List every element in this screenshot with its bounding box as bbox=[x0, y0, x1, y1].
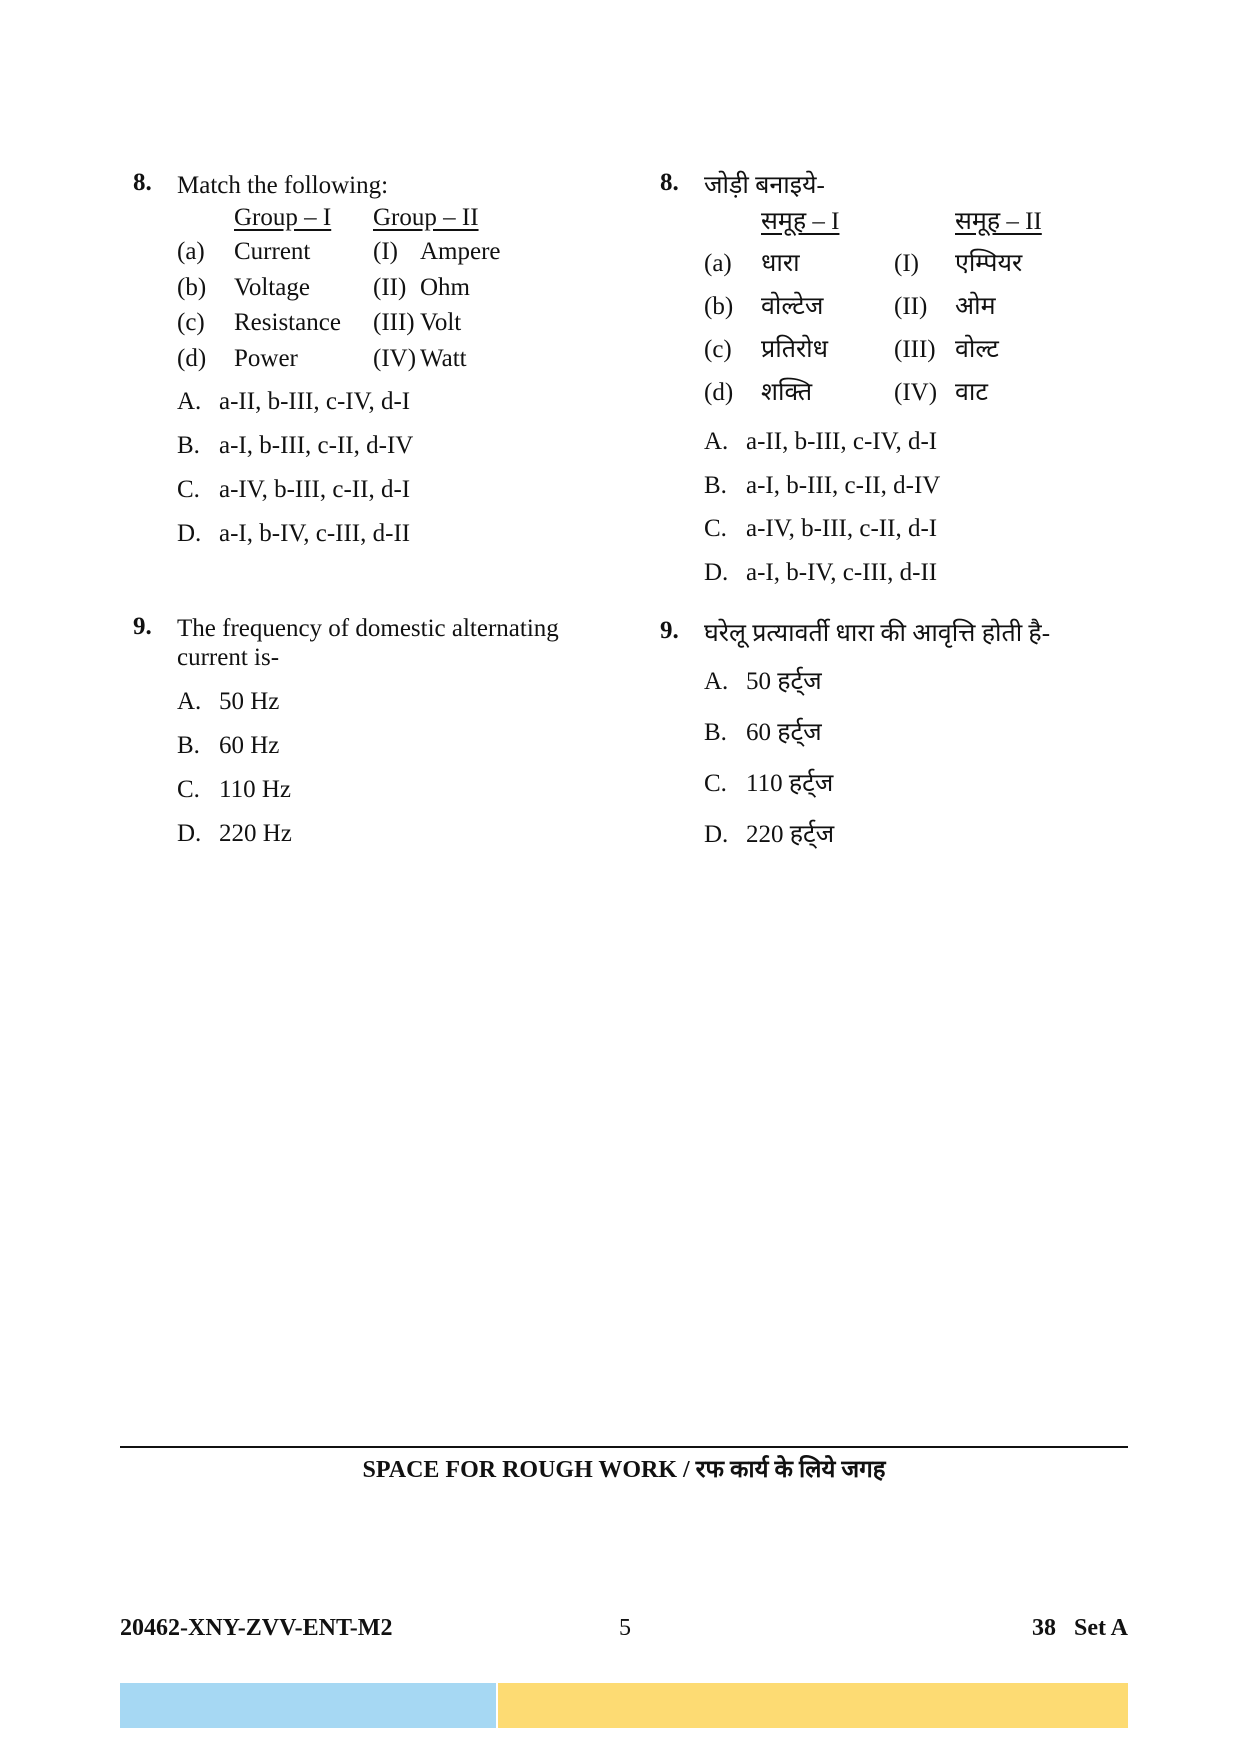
row-key: (c) bbox=[177, 309, 205, 336]
option-letter: B. bbox=[704, 719, 727, 746]
row-match: ओम bbox=[955, 293, 996, 320]
option-letter: B. bbox=[177, 432, 200, 459]
option-letter: D. bbox=[704, 821, 729, 848]
option-letter: D. bbox=[177, 520, 202, 547]
row-numeral: (II) bbox=[894, 293, 928, 320]
question-8-hindi bbox=[660, 170, 1140, 600]
row-item: धारा bbox=[761, 250, 800, 277]
footer-color-bar-yellow bbox=[498, 1683, 1128, 1728]
row-item: प्रतिरोध bbox=[761, 336, 829, 363]
match-row-a bbox=[704, 248, 1140, 291]
group-2-heading: Group – II bbox=[373, 204, 479, 231]
match-table-header bbox=[704, 206, 1140, 248]
question-text: Match the following: bbox=[177, 172, 389, 199]
english-column bbox=[133, 170, 613, 862]
row-numeral: (I) bbox=[373, 238, 398, 265]
row-item: Voltage bbox=[234, 273, 310, 301]
row-item: Resistance bbox=[234, 309, 341, 336]
question-number: 9. bbox=[133, 613, 152, 640]
row-key: (b) bbox=[704, 293, 734, 320]
option-b bbox=[177, 730, 613, 774]
option-letter: A. bbox=[704, 668, 729, 695]
question-9-hindi bbox=[660, 618, 1140, 870]
question-number: 8. bbox=[660, 169, 679, 196]
hindi-column bbox=[660, 170, 1140, 870]
footer-color-bar-blue bbox=[120, 1683, 496, 1728]
match-row-c bbox=[704, 334, 1140, 377]
option-text: a-I, b-III, c-II, d-IV bbox=[219, 432, 414, 459]
row-match: वोल्ट bbox=[955, 336, 999, 363]
row-numeral: (II) bbox=[373, 273, 407, 301]
option-c bbox=[177, 774, 613, 818]
option-d bbox=[704, 819, 1140, 870]
row-item: Power bbox=[234, 344, 298, 372]
row-key: (a) bbox=[177, 238, 205, 265]
set-label: 38 Set A bbox=[1032, 1615, 1128, 1641]
row-match: वाट bbox=[955, 379, 988, 406]
row-key: (b) bbox=[177, 273, 207, 301]
option-letter: B. bbox=[177, 732, 200, 759]
option-c bbox=[704, 768, 1140, 819]
match-row-c bbox=[177, 307, 613, 343]
match-row-b bbox=[704, 291, 1140, 334]
row-key: (d) bbox=[177, 344, 207, 372]
row-item: शक्ति bbox=[761, 379, 813, 406]
option-text: 110 हर्ट्ज bbox=[746, 770, 834, 797]
option-text: 220 हर्ट्ज bbox=[746, 821, 835, 848]
row-key: (c) bbox=[704, 336, 732, 363]
row-key: (a) bbox=[704, 250, 732, 277]
row-numeral: (I) bbox=[894, 250, 919, 277]
option-c bbox=[177, 474, 613, 518]
option-a bbox=[177, 386, 613, 430]
question-text: The frequency of domestic alternating current is- bbox=[177, 615, 559, 671]
row-item: Current bbox=[234, 238, 311, 265]
option-letter: C. bbox=[177, 476, 200, 503]
question-number: 8. bbox=[133, 169, 152, 196]
option-text: 60 हर्ट्ज bbox=[746, 719, 822, 746]
option-text: 60 Hz bbox=[219, 732, 280, 759]
match-row-d bbox=[177, 343, 613, 379]
option-letter: C. bbox=[704, 770, 727, 797]
match-row-d bbox=[704, 377, 1140, 420]
row-match: Ampere bbox=[420, 238, 501, 265]
option-text: 110 Hz bbox=[219, 776, 291, 803]
row-numeral: (III) bbox=[373, 309, 415, 336]
rough-work-divider bbox=[120, 1446, 1128, 1448]
row-match: Ohm bbox=[420, 273, 470, 301]
row-match: एम्पियर bbox=[955, 250, 1023, 277]
option-letter: D. bbox=[177, 820, 202, 847]
option-letter: A. bbox=[177, 688, 202, 715]
page-number: 5 bbox=[619, 1615, 631, 1641]
option-a bbox=[177, 686, 613, 730]
question-9-english bbox=[133, 614, 613, 862]
option-a bbox=[704, 666, 1140, 717]
option-text: 50 हर्ट्ज bbox=[746, 668, 822, 695]
row-item: वोल्टेज bbox=[761, 293, 824, 320]
option-letter: A. bbox=[704, 428, 729, 455]
match-row-a bbox=[177, 236, 613, 272]
option-letter: C. bbox=[704, 515, 727, 542]
group-1-heading: समूह – I bbox=[761, 208, 840, 235]
option-text: a-II, b-III, c-IV, d-I bbox=[746, 428, 938, 455]
option-text: 50 Hz bbox=[219, 688, 280, 715]
row-match: Volt bbox=[420, 309, 462, 336]
option-d bbox=[704, 557, 1140, 601]
option-text: a-II, b-III, c-IV, d-I bbox=[219, 388, 411, 415]
question-number: 9. bbox=[660, 617, 679, 644]
option-d bbox=[177, 818, 613, 862]
match-row-b bbox=[177, 272, 613, 308]
row-numeral: (III) bbox=[894, 336, 936, 363]
option-text: 220 Hz bbox=[219, 820, 292, 847]
question-8-english bbox=[133, 170, 613, 562]
option-c bbox=[704, 513, 1140, 557]
option-text: a-I, b-IV, c-III, d-II bbox=[746, 558, 938, 586]
option-d bbox=[177, 518, 613, 562]
option-letter: B. bbox=[704, 471, 727, 499]
match-table-header bbox=[177, 202, 613, 236]
rough-work-title: SPACE FOR ROUGH WORK / रफ कार्य के लिये जगह bbox=[362, 1457, 886, 1483]
option-b bbox=[704, 470, 1140, 514]
row-numeral: (IV) bbox=[894, 379, 938, 406]
option-text: a-I, b-III, c-II, d-IV bbox=[746, 471, 941, 499]
option-b bbox=[704, 717, 1140, 768]
option-b bbox=[177, 430, 613, 474]
option-text: a-I, b-IV, c-III, d-II bbox=[219, 520, 411, 547]
row-match: Watt bbox=[420, 344, 467, 372]
question-text: जोड़ी बनाइये- bbox=[704, 172, 825, 199]
paper-code: 20462-XNY-ZVV-ENT-M2 bbox=[120, 1615, 393, 1641]
option-letter: D. bbox=[704, 558, 729, 586]
option-text: a-IV, b-III, c-II, d-I bbox=[746, 515, 938, 542]
group-1-heading: Group – I bbox=[234, 204, 332, 231]
question-text: घरेलू प्रत्यावर्ती धारा की आवृत्ति होती है- bbox=[704, 620, 1051, 647]
row-numeral: (IV) bbox=[373, 344, 417, 372]
option-text: a-IV, b-III, c-II, d-I bbox=[219, 476, 411, 503]
option-a bbox=[704, 426, 1140, 470]
option-letter: C. bbox=[177, 776, 200, 803]
row-key: (d) bbox=[704, 379, 734, 406]
group-2-heading: समूह – II bbox=[955, 208, 1042, 235]
option-letter: A. bbox=[177, 388, 202, 415]
